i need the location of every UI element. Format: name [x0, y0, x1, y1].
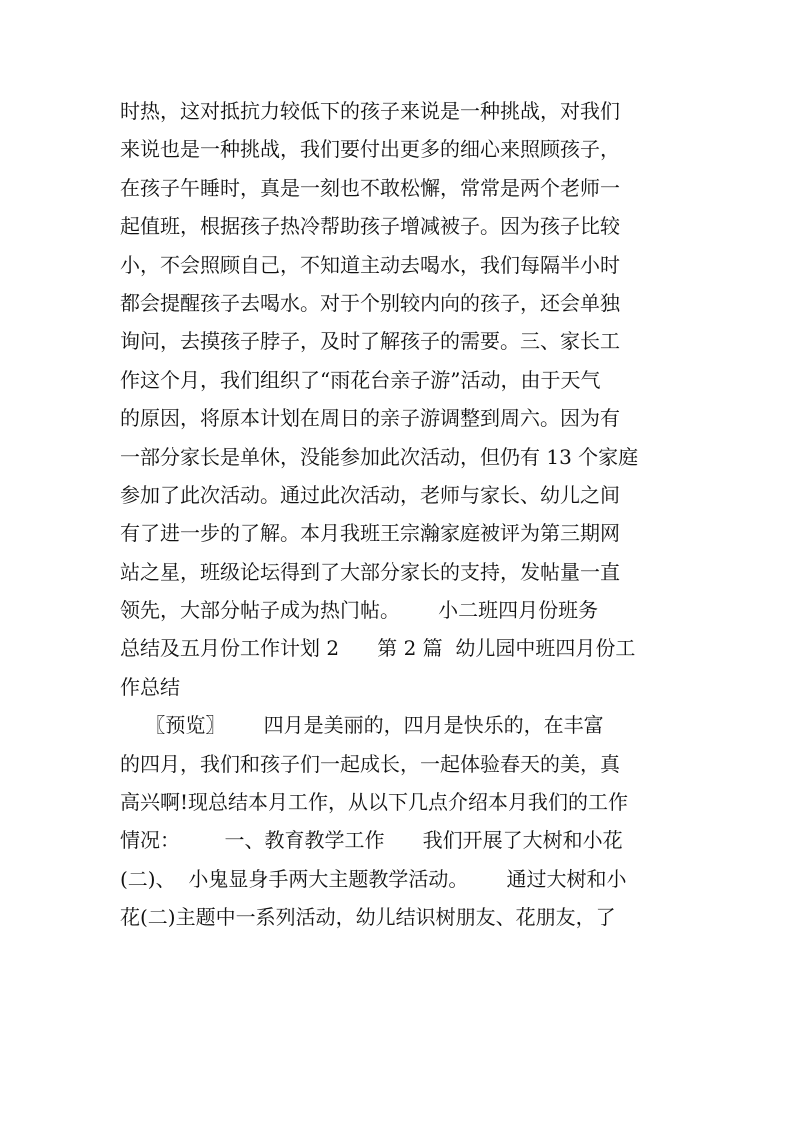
text-line: 询问，去摸孩子脖子，及时了解孩子的需要。三、家长工 [120, 329, 620, 354]
text-line: 高兴啊!现总结本月工作，从以下几点介绍本月我们的工作 [120, 790, 629, 815]
text-line: 小，不会照顾自己，不知道主动去喝水，我们每隔半小时 [120, 252, 620, 277]
text-line: 情况： 一、教育教学工作 我们开展了大树和小花 [120, 828, 623, 853]
body-text [120, 92, 680, 937]
text-line: 领先，大部分帖子成为热门帖。 小二班四月份班务 [120, 598, 599, 623]
text-line: (二)、 小鬼显身手两大主题教学活动。 通过大树和小 [120, 866, 627, 891]
text-line: 有了进一步的了解。本月我班王宗瀚家庭被评为第三期网 [120, 521, 620, 546]
text-line: 的原因，将原本计划在周日的亲子游调整到周六。因为有 [120, 406, 620, 431]
text-line: 参加了此次活动。通过此次活动，老师与家长、幼儿之间 [120, 482, 620, 507]
text-line: 来说也是一种挑战，我们要付出更多的细心来照顾孩子， [120, 137, 620, 162]
text-line: 总结及五月份工作计划 2 第 2 篇 幼儿园中班四月份工 [120, 636, 636, 661]
text-line: 都会提醒孩子去喝水。对于个别较内向的孩子，还会单独 [120, 290, 620, 315]
text-line: 的四月，我们和孩子们一起成长，一起体验春天的美，真 [120, 751, 620, 776]
text-line: 在孩子午睡时，真是一刻也不敢松懈，常常是两个老师一 [120, 175, 620, 200]
text-line: 〖预览〗 四月是美丽的，四月是快乐的，在丰富 [120, 713, 604, 738]
text-line: 一部分家长是单休，没能参加此次活动，但仍有 13 个家庭 [120, 444, 639, 469]
text-line: 起值班，根据孩子热冷帮助孩子增减被子。因为孩子比较 [120, 214, 620, 239]
text-line: 作这个月，我们组织了“雨花台亲子游”活动，由于天气 [120, 367, 601, 392]
text-line: 花(二)主题中一系列活动，幼儿结识树朋友、花朋友，了 [120, 905, 616, 930]
text-line: 作总结 [120, 674, 180, 699]
text-line: 站之星，班级论坛得到了大部分家长的支持，发帖量一直 [120, 559, 620, 584]
text-line: 时热，这对抵抗力较低下的孩子来说是一种挑战，对我们 [120, 99, 620, 123]
